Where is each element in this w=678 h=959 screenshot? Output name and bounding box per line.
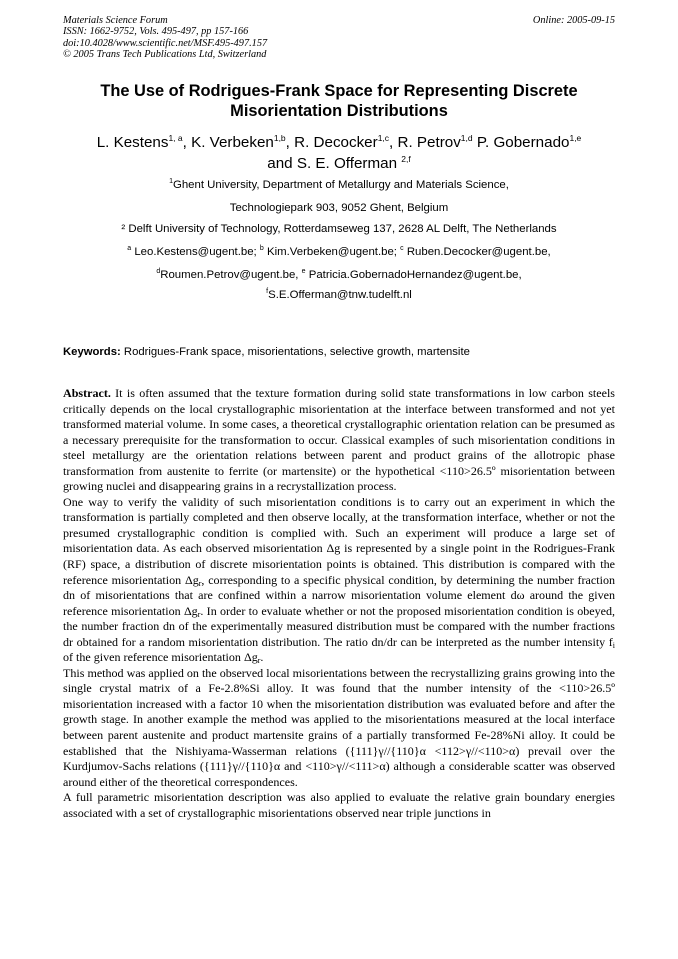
abstract-text: It is often assumed that the texture formation during solid state transformations in low carbon steels critically depends on the local crystallographic misorientation at the interface between transformed and not yet transformed material volume. In some cases, a theoretical crystallographic orientation relation can be presumed as a necessary prerequisite for the transformation to occur. Classical examples of such misorientation conditions in steel metallurgy are the orientation relations between parent and product grains of the allotropic phase transformation from austenite to ferrite (or martensite) or the hypothetical <110>26.5º misorientation between growing nuclei and disappearing grains in a recrystallization process. [63,386,615,494]
abstract-text: of the given reference misorientation Δg [63,650,258,665]
author-conjunction: and [267,155,293,172]
doi-line: doi:10.4028/www.scientific.net/MSF.495-497.157 [63,37,268,49]
author-list [40,132,638,174]
abstract-paragraph-1 [63,386,615,495]
subscript: r [198,578,202,588]
abstract-text: , corresponding to a specific physical condition, by determining the number fraction dn of misorientations that are confined within a narrow misorientation volume element dω around the given reference misorientation Δg [63,572,615,618]
abstract-text: . In order to evaluate whether or not the proposed misorientation condition is obeyed, the number fraction dn of the experimentally measured distribution must be compared with the number fractions dr obtained for a random misorientation distribution. The ratio dn/dr can be interpreted as the number intensity f [63,603,615,649]
abstract-text: . [260,650,264,665]
abstract-label: Abstract. [63,386,111,400]
email-mark: d [156,268,161,275]
subscript: r [197,609,201,619]
affil-text: Ghent University, Department of Metallurgy and Materials Science, [172,179,509,191]
author-separator: , [285,134,295,151]
keywords [63,345,470,359]
affiliation-1-line-2: Technologiepark 903, 9052 Ghent, Belgium [229,202,449,214]
abstract-paragraph-3: This method was applied on the observed local misorientations between the recrystallizing grains growing into the single crystal matrix of a Fe-2.8%Si alloy. It was found that the number intensity of the <110>26.5º misorientation increased with a factor 10 when the misorientation distribution was evaluated before and after the growth stage. In another example the method was applied to the misorientations measured at the local interface between parent austenite and product martensite grains of a partially transformed Fe-28%Ni alloy. It could be established that the Nishiyama-Wasserman relations ({111}γ//{110}α <112>γ//<110>α) prevail over the Kurdjumov-Sachs relations ({111}γ//{110}α and <110>γ//<111>α) although a considerable scatter was observed around either of the theoretical correspondences. [63,665,615,789]
author-affil-mark: 1,b [273,133,286,143]
copyright-line: © 2005 Trans Tech Publications Ltd, Switzerland [63,49,267,61]
email-address: Ruben.Decocker@ugent.be, [406,246,551,258]
author-name: R. Decocker [294,134,378,151]
affiliation-1-line-1 [40,178,638,192]
email-mark: b [259,245,264,252]
affil-mark: 1 [169,178,173,185]
author-name: P. Gobernado [476,134,570,151]
email-address: S.E.Offerman@tnw.tudelft.nl [268,289,412,301]
title-line-2: Misorientation Distributions [230,102,448,120]
email-line-2 [40,268,638,282]
author-affil-mark: 1,e [569,133,582,143]
author-name: K. Verbeken [191,134,274,151]
keywords-label: Keywords: [63,346,121,358]
journal-header [63,15,267,61]
abstract [63,386,615,821]
author-affil-mark: 2,f [401,154,411,164]
author-affil-mark: 1, a [168,133,183,143]
abstract-text: One way to verify the validity of such misorientation conditions is to carry out an experiment in which the transformation is partially completed and then observe locally, at the transformation interface, whether or not the presumed crystallographic condition is complied with. Such an experiment will produce a large set of misorientation data. As each observed misorientation Δg is represented by a single point in the Rodrigues-Frank (RF) space, a distribution of discrete misorientation points is obtained. This distribution is compared with the reference misorientation Δg [63,494,615,587]
email-mark: e [301,268,306,275]
author-name: L. Kestens [96,134,169,151]
authors-line-1 [40,132,638,153]
abstract-paragraph-2 [63,495,615,666]
email-address: Leo.Kestens@ugent.be; [134,246,257,258]
author-affil-mark: 1,c [377,133,390,143]
author-name: S. E. Offerman [296,155,398,172]
email-line-1 [40,245,638,259]
email-line-3 [40,288,638,302]
journal-name: Materials Science Forum [63,15,168,26]
subscript: r [257,656,261,666]
issn-line: ISSN: 1662-9752, Vols. 495-497, pp 157-166 [63,26,249,38]
author-affil-mark: 1,d [460,133,473,143]
affiliation-2: ² Delft University of Technology, Rotterdamseweg 137, 2628 AL Delft, The Netherlands [121,223,557,235]
keywords-text: Rodrigues-Frank space, misorientations, selective growth, martensite [123,346,470,358]
abstract-paragraph-4: A full parametric misorientation description was also applied to evaluate the relative grain boundary energies associated with a set of crystallographic misorientations observed near triple junctions in [63,790,615,820]
authors-line-2 [40,153,638,174]
author-separator: , [182,134,192,151]
author-name: R. Petrov [397,134,461,151]
paper-title [40,81,638,121]
author-separator: , [389,134,398,151]
title-line-1: The Use of Rodrigues-Frank Space for Representing Discrete [100,82,578,100]
email-address: Kim.Verbeken@ugent.be; [266,246,397,258]
email-address: Patricia.GobernadoHernandez@ugent.be, [308,269,522,281]
online-date: Online: 2005-09-15 [532,15,615,26]
subscript: i [612,640,615,650]
email-mark: c [400,245,404,252]
email-address: Roumen.Petrov@ugent.be, [160,269,299,281]
email-mark: f [266,288,269,295]
email-mark: a [127,245,132,252]
